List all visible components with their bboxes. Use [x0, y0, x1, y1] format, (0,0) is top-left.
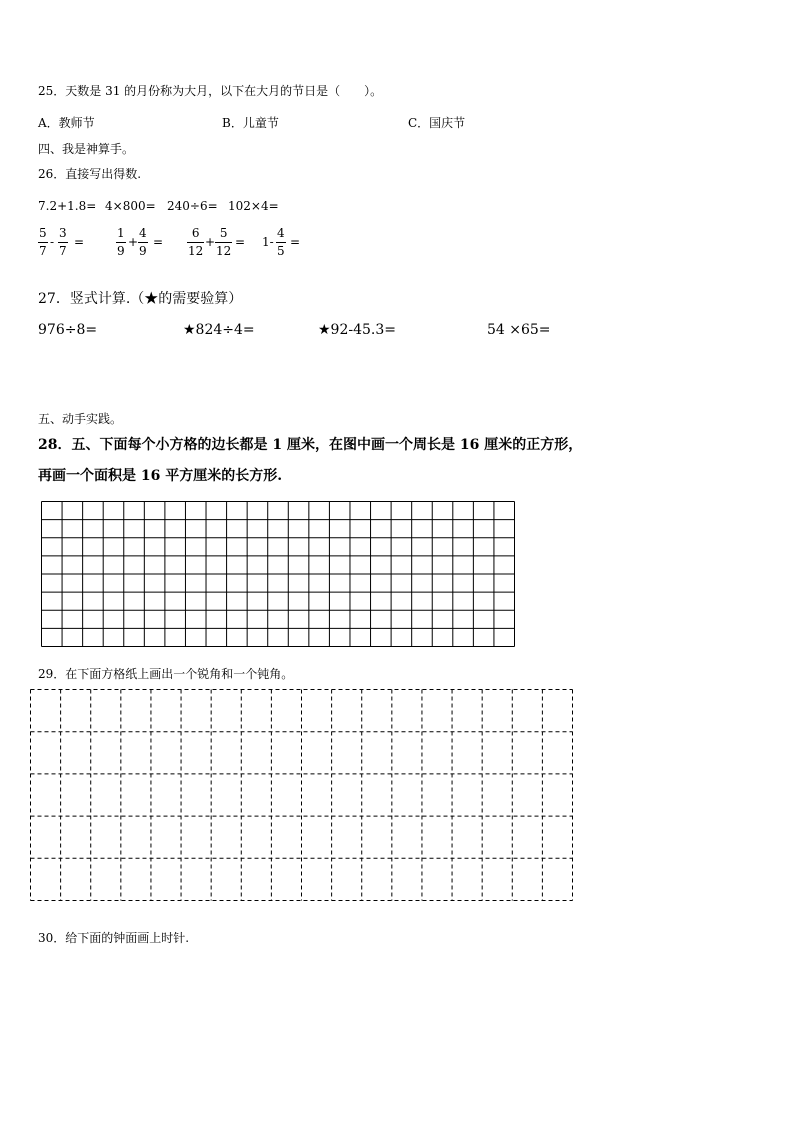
q26-op-1: -	[50, 235, 55, 249]
q28-line1: 28．五、下面每个小方格的边长都是 1 厘米，在图中画一个周长是 16 厘米的正方形，	[38, 437, 583, 453]
q26-eq-3: =	[235, 235, 246, 249]
q27-item-2: ★824÷4=	[183, 322, 255, 338]
q26-eq-1: =	[74, 235, 85, 249]
q26-frac-1b	[58, 226, 68, 258]
numerator: 6	[191, 226, 200, 240]
q26-op-2: +	[128, 235, 139, 249]
q26-frac-4b	[276, 226, 286, 258]
denominator: 12	[188, 244, 204, 258]
q25-text: 25．天数是 31 的月份称为大月，以下在大月的节日是（ ）。	[38, 84, 383, 98]
q28-square-grid[interactable]	[40, 500, 516, 648]
denominator: 5	[277, 244, 285, 258]
q27-item-4: 54 ×65=	[487, 322, 551, 338]
denominator: 7	[59, 244, 67, 258]
q30-text: 30．给下面的钟面画上时针.	[38, 931, 190, 945]
q27-title: 27．竖式计算.（★的需要验算）	[38, 291, 243, 307]
numerator: 1	[117, 226, 125, 240]
section4-heading: 四、我是神算手。	[38, 142, 135, 156]
numerator: 5	[39, 226, 47, 240]
denominator: 12	[216, 244, 232, 258]
section5-heading: 五、动手实践。	[38, 412, 123, 426]
q26-expr-2: 4×800=	[105, 199, 156, 213]
q26-frac-2b	[138, 226, 148, 258]
q26-expr-3: 240÷6=	[167, 199, 218, 213]
q27-item-3: ★92-45.3=	[318, 322, 396, 338]
q26-frac-2a	[116, 226, 126, 258]
numerator: 4	[277, 226, 285, 240]
numerator: 5	[219, 226, 228, 240]
q28-line2: 再画一个面积是 16 平方厘米的长方形.	[38, 468, 283, 484]
q26-eq-2: =	[153, 235, 164, 249]
denominator: 7	[39, 244, 47, 258]
q29-text: 29．在下面方格纸上画出一个锐角和一个钝角。	[38, 667, 294, 681]
q26-eq-4: =	[290, 235, 301, 249]
q29-dashed-grid[interactable]	[29, 688, 574, 902]
q26-prefix-4: 1-	[262, 235, 274, 249]
numerator: 4	[139, 226, 147, 240]
q25-option-b: B．儿童节	[222, 116, 279, 130]
q26-frac-1a	[38, 226, 48, 258]
q26-frac-3a	[187, 226, 204, 258]
numerator: 3	[59, 226, 67, 240]
q26-expr-1: 7.2+1.8=	[38, 199, 97, 213]
q26-frac-3b	[215, 226, 232, 258]
q26-op-3: +	[205, 235, 216, 249]
denominator: 9	[117, 244, 125, 258]
q25-option-c: C．国庆节	[408, 116, 466, 130]
q27-item-1: 976÷8=	[38, 322, 98, 338]
denominator: 9	[139, 244, 147, 258]
q25-option-a: A．教师节	[38, 116, 95, 130]
q26-title: 26．直接写出得数.	[38, 167, 142, 181]
q26-expr-4: 102×4=	[228, 199, 279, 213]
